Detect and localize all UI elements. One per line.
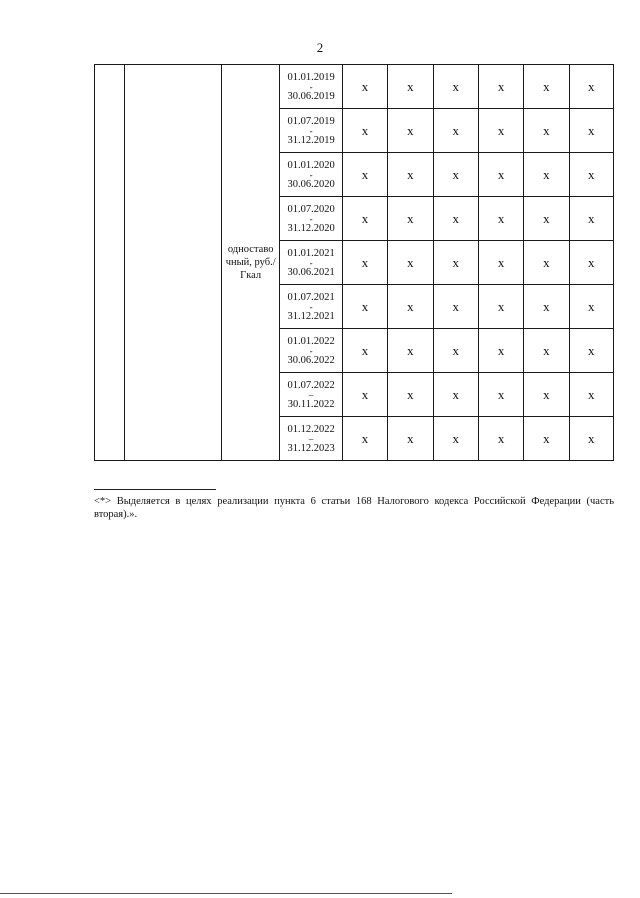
value-cell: х: [388, 241, 433, 285]
value-cell: х: [342, 373, 387, 417]
period-end: 30.06.2020: [287, 178, 335, 190]
period-start: 01.01.2020: [287, 159, 335, 171]
period-cell: [280, 65, 342, 109]
row-number-cell: [95, 65, 125, 461]
footnote-text: <*> Выделяется в целях реализации пункта 6 статьи 168 Налогового кодекса Российской Федерации (часть вторая).».: [94, 496, 614, 520]
period-cell: [280, 241, 342, 285]
value-cell: х: [524, 329, 569, 373]
period-cell: [280, 153, 342, 197]
value-cell: х: [342, 197, 387, 241]
page-number: 2: [316, 40, 324, 55]
period-end: 31.12.2023: [287, 442, 335, 454]
value-cell: х: [388, 65, 433, 109]
period-start: 01.07.2019: [287, 115, 335, 127]
period-cell: [280, 373, 342, 417]
value-cell: х: [433, 197, 478, 241]
period-end: 30.06.2021: [287, 266, 335, 278]
value-cell: х: [433, 285, 478, 329]
value-cell: х: [388, 285, 433, 329]
period-cell: [280, 329, 342, 373]
period-separator: -: [309, 81, 313, 92]
value-cell: х: [478, 65, 523, 109]
period-start: 01.01.2022: [287, 335, 335, 347]
value-cell: х: [342, 109, 387, 153]
value-cell: х: [388, 417, 433, 461]
value-cell: х: [524, 373, 569, 417]
value-cell: х: [433, 241, 478, 285]
period-start: 01.07.2021: [287, 291, 335, 303]
value-cell: х: [569, 197, 613, 241]
period-end: 30.11.2022: [287, 398, 335, 410]
value-cell: х: [478, 197, 523, 241]
value-cell: х: [478, 153, 523, 197]
value-cell: х: [524, 65, 569, 109]
value-cell: х: [433, 373, 478, 417]
organization-cell: [125, 65, 222, 461]
value-cell: х: [342, 241, 387, 285]
value-cell: х: [433, 329, 478, 373]
value-cell: х: [342, 417, 387, 461]
value-cell: х: [478, 417, 523, 461]
table-row: [95, 65, 614, 109]
period-start: 01.01.2021: [287, 247, 335, 259]
period-end: 30.06.2022: [287, 354, 335, 366]
value-cell: х: [569, 241, 613, 285]
period-cell: [280, 285, 342, 329]
period-separator: -: [309, 213, 313, 224]
value-cell: х: [388, 109, 433, 153]
value-cell: х: [433, 109, 478, 153]
period-separator: -: [309, 345, 313, 356]
value-cell: х: [569, 65, 613, 109]
value-cell: х: [569, 153, 613, 197]
value-cell: х: [524, 417, 569, 461]
value-cell: х: [388, 329, 433, 373]
period-end: 31.12.2021: [287, 310, 335, 322]
value-cell: х: [433, 65, 478, 109]
value-cell: х: [569, 329, 613, 373]
value-cell: х: [569, 373, 613, 417]
period-start: 01.01.2019: [287, 71, 335, 83]
period-start: 01.12.2022: [287, 423, 335, 435]
value-cell: х: [433, 153, 478, 197]
value-cell: х: [433, 417, 478, 461]
period-start: 01.07.2022: [287, 379, 335, 391]
period-end: 31.12.2020: [287, 222, 335, 234]
period-end: 31.12.2019: [287, 134, 335, 146]
value-cell: х: [342, 153, 387, 197]
value-cell: х: [524, 285, 569, 329]
period-cell: [280, 109, 342, 153]
value-cell: х: [388, 373, 433, 417]
period-separator: -: [309, 301, 313, 312]
value-cell: х: [342, 329, 387, 373]
period-start: 01.07.2020: [287, 203, 335, 215]
tariff-table: [94, 64, 614, 461]
period-cell: [280, 417, 342, 461]
value-cell: х: [478, 241, 523, 285]
footnote-rule: [94, 489, 216, 490]
period-separator: –: [308, 389, 314, 400]
value-cell: х: [569, 417, 613, 461]
period-separator: -: [309, 257, 313, 268]
period-separator: -: [309, 125, 313, 136]
value-cell: х: [342, 285, 387, 329]
value-cell: х: [478, 109, 523, 153]
value-cell: х: [569, 285, 613, 329]
value-cell: х: [342, 65, 387, 109]
value-cell: х: [524, 153, 569, 197]
period-cell: [280, 197, 342, 241]
value-cell: х: [388, 153, 433, 197]
value-cell: х: [524, 109, 569, 153]
value-cell: х: [478, 373, 523, 417]
value-cell: х: [478, 329, 523, 373]
value-cell: х: [478, 285, 523, 329]
value-cell: х: [524, 241, 569, 285]
value-cell: х: [388, 197, 433, 241]
value-cell: х: [569, 109, 613, 153]
period-end: 30.06.2019: [287, 90, 335, 102]
value-cell: х: [524, 197, 569, 241]
period-separator: –: [308, 433, 314, 444]
scan-edge-line: [0, 893, 452, 894]
period-separator: -: [309, 169, 313, 180]
tariff-unit-cell: одноставо чный, руб./Гкал: [221, 65, 279, 461]
